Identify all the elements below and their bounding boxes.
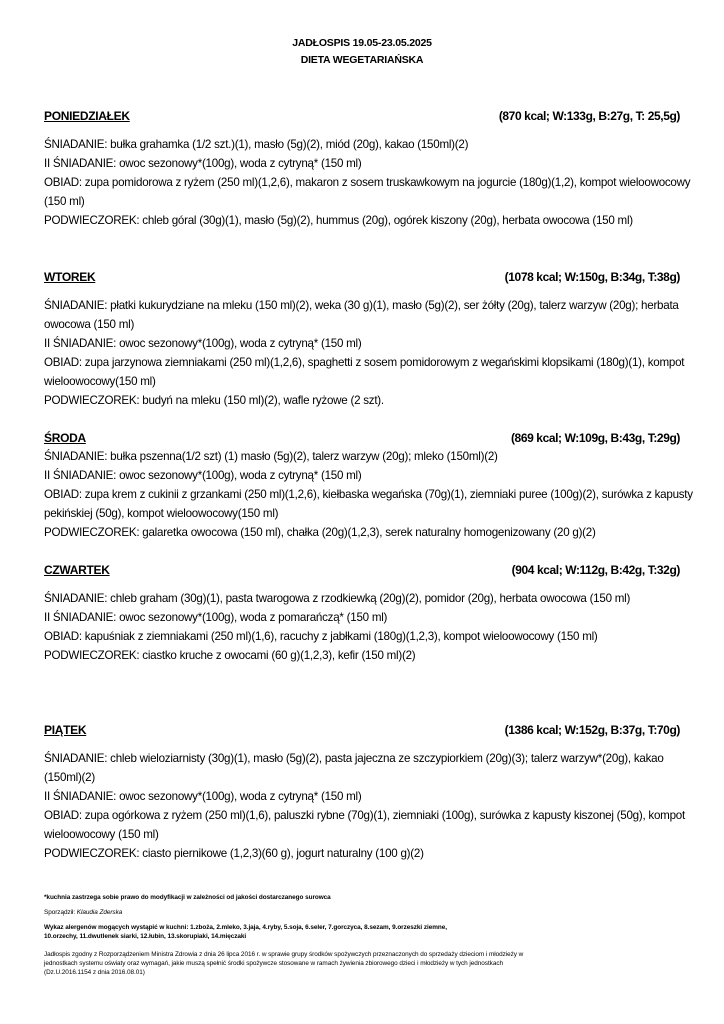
meal-lunch: OBIAD: kapuśniak z ziemniakami (250 ml)(1,6), racuchy z jabłkami (180g)(1,2,3), kompot wieloowocowy (150 ml) xyxy=(44,630,598,643)
meal-second-breakfast: II ŚNIADANIE: owoc sezonowy*(100g), woda z pomarańczą* (150 ml) xyxy=(44,611,388,624)
meal-breakfast: ŚNIADANIE: bułka grahamka (1/2 szt.)(1), masło (5g)(2), miód (20g), kakao (150ml)(2) xyxy=(44,138,469,151)
day-name: CZWARTEK xyxy=(44,563,110,577)
meal-second-breakfast: II ŚNIADANIE: owoc sezonowy*(100g), woda z cytryną* (150 ml) xyxy=(44,469,362,482)
day-meals-thursday xyxy=(44,589,694,665)
meal-lunch: OBIAD: zupa ogórkowa z ryżem (250 ml)(1,6), paluszki rybne (70g)(1), ziemniaki (100g), surówka z kapusty kiszonej (50g), kompot wieloowocowy (150 ml) xyxy=(44,809,685,841)
day-meals-tuesday xyxy=(44,296,694,410)
day-meals-wednesday xyxy=(44,447,694,542)
meal-snack: PODWIECZOREK: ciastko kruche z owocami (60 g)(1,2,3), kefir (150 ml)(2) xyxy=(44,649,416,662)
day-header-wednesday xyxy=(44,430,680,446)
day-name: ŚRODA xyxy=(44,431,86,445)
day-nutrition: (1386 kcal; W:152g, B:37g, T:70g) xyxy=(504,723,680,737)
day-header-friday xyxy=(44,722,680,738)
legal-note xyxy=(44,950,694,977)
day-nutrition: (904 kcal; W:112g, B:42g, T:32g) xyxy=(511,563,680,577)
document-title: JADŁOSPIS 19.05-23.05.2025 xyxy=(292,37,432,49)
legal-note-line: Jadłospis zgodny z Rozporządzeniem Ministra Zdrowia z dnia 26 lipca 2016 r. w sprawie grupy środków spożywczych przeznaczonych do sprzedaży dzieciom i młodzieży w xyxy=(44,951,524,958)
day-header-thursday xyxy=(44,562,680,578)
meal-snack: PODWIECZOREK: ciasto piernikowe (1,2,3)(60 g), jogurt naturalny (100 g)(2) xyxy=(44,847,424,860)
legal-note-line: jednostkach systemu oświaty oraz wymagań, jakie muszą spełnić środki spożywcze stosowane w ramach żywienia zbiorowego dzieci i młodzieży w tych jednostkach xyxy=(44,960,503,967)
meal-second-breakfast: II ŚNIADANIE: owoc sezonowy*(100g), woda z cytryną* (150 ml) xyxy=(44,157,362,170)
document-subtitle: DIETA WEGETARIAŃSKA xyxy=(300,54,424,66)
meal-snack: PODWIECZOREK: budyń na mleku (150 ml)(2), wafle ryżowe (2 szt). xyxy=(44,394,384,407)
prepared-by xyxy=(44,908,694,917)
prepared-by-label: Sporządził: xyxy=(44,909,77,916)
meal-breakfast: ŚNIADANIE: chleb wieloziarnisty (30g)(1), masło (5g)(2), pasta jajeczna ze szczypiorkiem (20g)(3); talerz warzyw*(20g), kakao (150ml)(2) xyxy=(44,752,664,784)
meal-breakfast: ŚNIADANIE: chleb graham (30g)(1), pasta twarogowa z rzodkiewką (20g)(2), pomidor (20g), herbata owocowa (150 ml) xyxy=(44,592,631,605)
day-header-monday xyxy=(44,108,680,124)
day-name: WTOREK xyxy=(44,270,96,284)
day-nutrition: (1078 kcal; W:150g, B:34g, T:38g) xyxy=(504,270,680,284)
prepared-by-name: Klaudia Zderska xyxy=(76,909,123,916)
day-meals-monday xyxy=(44,135,694,230)
day-nutrition: (869 kcal; W:109g, B:43g, T:29g) xyxy=(510,431,680,445)
day-header-tuesday xyxy=(44,269,680,285)
allergen-list xyxy=(44,923,694,941)
meal-breakfast: ŚNIADANIE: płatki kukurydziane na mleku (150 ml)(2), weka (30 g)(1), masło (5g)(2), ser żółty (20g), talerz warzyw (20g); herbata owocowa (150 ml) xyxy=(44,299,679,331)
kitchen-note: *kuchnia zastrzega sobie prawo do modyfikacji w zależności od jakości dostarczanego surowca xyxy=(44,894,331,901)
meal-lunch: OBIAD: zupa krem z cukinii z grzankami (250 ml)(1,2,6), kiełbaska wegańska (70g)(1), ziemniaki puree (100g)(2), surówka z kapusty pekińskiej (50g), kompot wieloowocowy(150 ml) xyxy=(44,488,693,520)
meal-breakfast: ŚNIADANIE: bułka pszenna(1/2 szt) (1) masło (5g)(2), talerz warzyw (20g); mleko (150ml)(2) xyxy=(44,450,498,463)
allergen-list-line: Wykaz alergenów mogących wystąpić w kuchni: 1.zboża, 2.mleko, 3.jaja, 4.ryby, 5.soja, 6.seler, 7.gorczyca, 8.sezam, 9.orzeszki ziemne, xyxy=(44,924,447,931)
legal-note-line: (Dz.U.2016.1154 z dnia 2016.08.01) xyxy=(44,969,145,976)
allergen-list-line: 10.orzechy, 11.dwutlenek siarki, 12.łubin, 13.skorupiaki, 14.mięczaki xyxy=(44,933,247,940)
meal-lunch: OBIAD: zupa jarzynowa ziemniakami (250 ml)(1,2,6), spaghetti z sosem pomidorowym z wegańskimi klopsikami (180g)(1), kompot wieloowocowy(150 ml) xyxy=(44,356,685,388)
day-meals-friday xyxy=(44,749,694,863)
meal-second-breakfast: II ŚNIADANIE: owoc sezonowy*(100g), woda z cytryną* (150 ml) xyxy=(44,337,362,350)
meal-lunch: OBIAD: zupa pomidorowa z ryżem (250 ml)(1,2,6), makaron z sosem truskawkowym na jogurcie (180g)(1,2), kompot wieloowocowy (150 ml) xyxy=(44,176,691,208)
meal-snack: PODWIECZOREK: galaretka owocowa (150 ml), chałka (20g)(1,2,3), serek naturalny homogenizowany (20 g)(2) xyxy=(44,526,596,539)
meal-second-breakfast: II ŚNIADANIE: owoc sezonowy*(100g), woda z cytryną* (150 ml) xyxy=(44,790,362,803)
day-nutrition: (870 kcal; W:133g, B:27g, T: 25,5g) xyxy=(498,109,680,123)
day-name: PIĄTEK xyxy=(44,723,87,737)
day-name: PONIEDZIAŁEK xyxy=(44,109,130,123)
meal-snack: PODWIECZOREK: chleb góral (30g)(1), masło (5g)(2), hummus (20g), ogórek kiszony (20g), herbata owocowa (150 ml) xyxy=(44,214,633,227)
